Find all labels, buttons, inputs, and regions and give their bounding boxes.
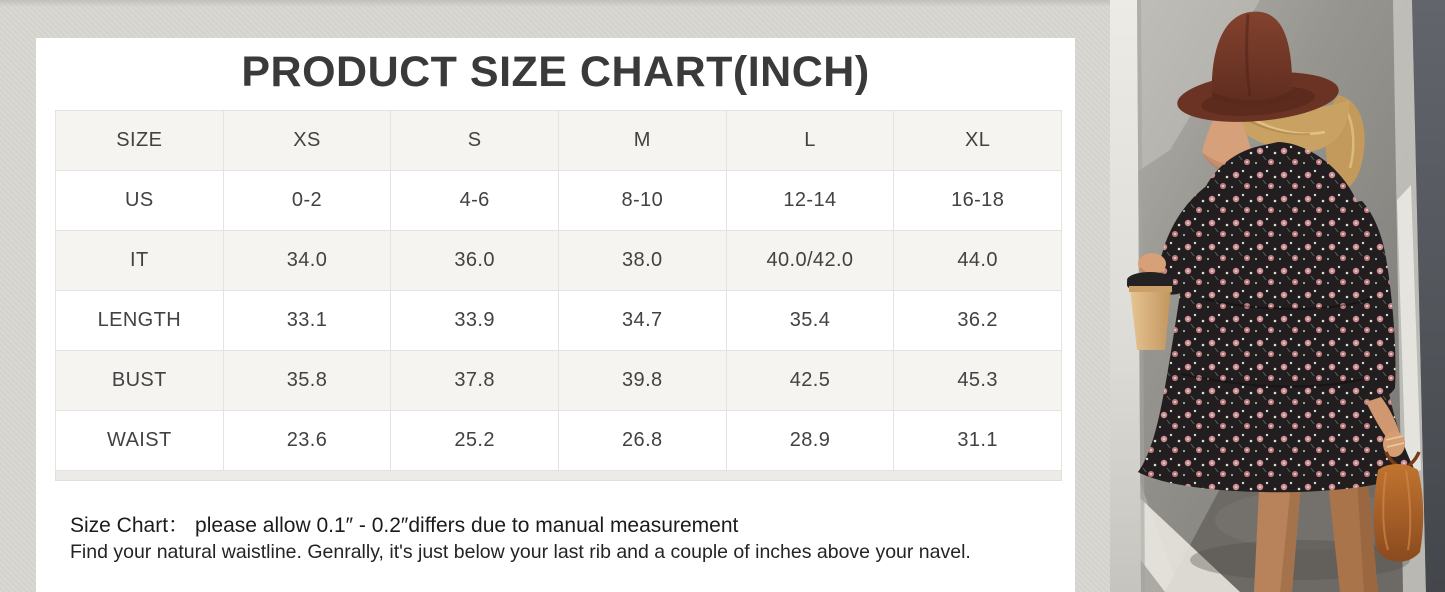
- size-cell: 8-10: [558, 171, 726, 231]
- size-cell: 44.0: [894, 231, 1062, 291]
- size-cell: 26.8: [558, 411, 726, 471]
- size-cell: 33.1: [223, 291, 391, 351]
- size-cell: 16-18: [894, 171, 1062, 231]
- note-line-2: Find your natural waistline. Genrally, it's just below your last rib and a couple of inches above your navel.: [70, 541, 971, 563]
- column-header: XS: [223, 111, 391, 171]
- size-cell: 34.0: [223, 231, 391, 291]
- size-chart-panel: [36, 38, 1075, 592]
- size-cell: 37.8: [391, 351, 559, 411]
- model-photo: [1110, 0, 1445, 592]
- table-row: [56, 351, 1062, 411]
- row-label: US: [56, 171, 224, 231]
- table-row: [56, 291, 1062, 351]
- note-line-1-text: please allow 0.1″ - 0.2″differs due to manual measurement: [195, 514, 739, 537]
- row-label: IT: [56, 231, 224, 291]
- size-chart-notes: [70, 512, 1075, 565]
- size-cell: 31.1: [894, 411, 1062, 471]
- size-cell: 4-6: [391, 171, 559, 231]
- row-label: WAIST: [56, 411, 224, 471]
- size-cell: 45.3: [894, 351, 1062, 411]
- table-row: [56, 231, 1062, 291]
- row-label: BUST: [56, 351, 224, 411]
- size-cell: 28.9: [726, 411, 894, 471]
- size-cell: 33.9: [391, 291, 559, 351]
- size-cell: 40.0/42.0: [726, 231, 894, 291]
- note-line-1-label: Size Chart：: [70, 514, 190, 537]
- table-row: [56, 171, 1062, 231]
- size-cell: 35.4: [726, 291, 894, 351]
- size-cell: 25.2: [391, 411, 559, 471]
- size-cell: 0-2: [223, 171, 391, 231]
- column-header: SIZE: [56, 111, 224, 171]
- size-table: [55, 110, 1062, 471]
- size-cell: 38.0: [558, 231, 726, 291]
- size-cell: 35.8: [223, 351, 391, 411]
- table-footer-strip: [55, 471, 1062, 481]
- row-label: LENGTH: [56, 291, 224, 351]
- size-cell: 39.8: [558, 351, 726, 411]
- column-header: M: [558, 111, 726, 171]
- size-cell: 36.2: [894, 291, 1062, 351]
- size-cell: 36.0: [391, 231, 559, 291]
- size-cell: 34.7: [558, 291, 726, 351]
- size-cell: 42.5: [726, 351, 894, 411]
- chart-title: PRODUCT SIZE CHART(INCH): [241, 48, 870, 96]
- size-cell: 23.6: [223, 411, 391, 471]
- size-table-wrap: [55, 110, 1064, 481]
- table-row: [56, 411, 1062, 471]
- column-header: XL: [894, 111, 1062, 171]
- note-line-1: [70, 512, 1075, 539]
- column-header: S: [391, 111, 559, 171]
- size-cell: 12-14: [726, 171, 894, 231]
- column-header: L: [726, 111, 894, 171]
